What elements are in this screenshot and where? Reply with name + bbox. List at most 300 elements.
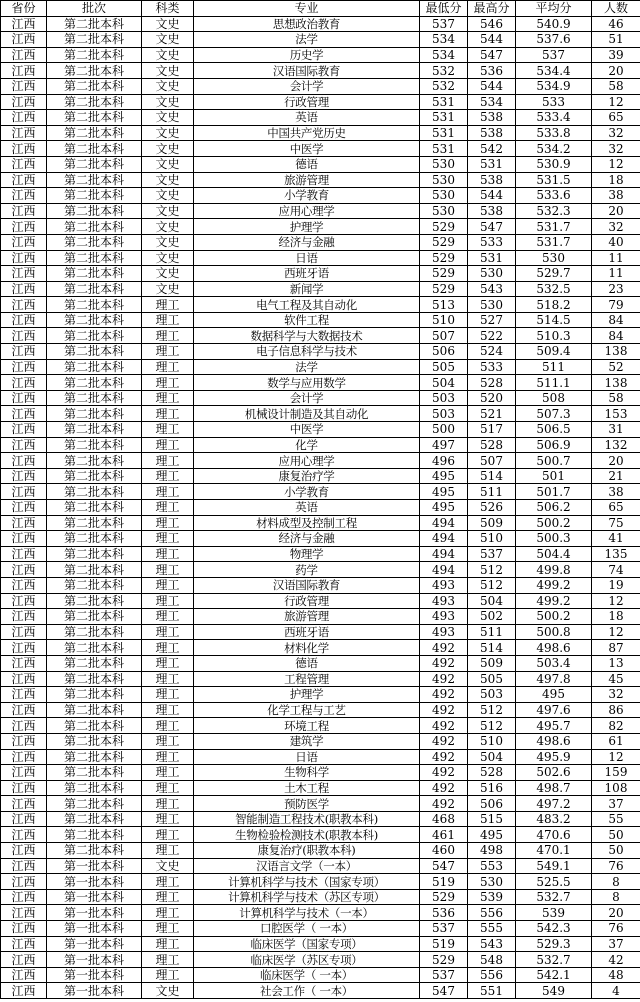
cell-province: 江西: [1, 328, 47, 344]
cell-province: 江西: [1, 344, 47, 360]
cell-province: 江西: [1, 453, 47, 469]
cell-major: 行政管理: [194, 94, 420, 110]
cell-max-score: 528: [468, 375, 516, 391]
cell-batch: 第二批本科: [47, 562, 142, 578]
cell-avg-score: 501: [516, 468, 592, 484]
table-row: [1, 219, 640, 235]
cell-avg-score: 495: [516, 687, 592, 703]
cell-major: 小学教育: [194, 484, 420, 500]
cell-province: 江西: [1, 281, 47, 297]
cell-province: 江西: [1, 47, 47, 63]
cell-major: 药学: [194, 562, 420, 578]
cell-avg-score: 534.2: [516, 141, 592, 157]
cell-count: 18: [592, 609, 640, 625]
cell-major: 日语: [194, 749, 420, 765]
cell-min-score: 495: [420, 468, 468, 484]
cell-avg-score: 498.6: [516, 640, 592, 656]
cell-category: 文史: [142, 47, 194, 63]
cell-province: 江西: [1, 500, 47, 516]
cell-province: 江西: [1, 359, 47, 375]
cell-max-score: 506: [468, 796, 516, 812]
cell-category: 文史: [142, 983, 194, 999]
cell-province: 江西: [1, 422, 47, 438]
cell-max-score: 551: [468, 983, 516, 999]
cell-province: 江西: [1, 874, 47, 890]
cell-count: 8: [592, 874, 640, 890]
cell-max-score: 495: [468, 827, 516, 843]
cell-min-score: 547: [420, 983, 468, 999]
cell-category: 理工: [142, 390, 194, 406]
table-row: [1, 141, 640, 157]
table-row: [1, 312, 640, 328]
cell-avg-score: 500.7: [516, 453, 592, 469]
cell-count: 13: [592, 655, 640, 671]
cell-min-score: 492: [420, 765, 468, 781]
cell-min-score: 504: [420, 375, 468, 391]
cell-min-score: 536: [420, 905, 468, 921]
cell-max-score: 538: [468, 172, 516, 188]
cell-max-score: 543: [468, 936, 516, 952]
cell-count: 82: [592, 718, 640, 734]
cell-max-score: 534: [468, 94, 516, 110]
cell-avg-score: 533: [516, 94, 592, 110]
cell-count: 32: [592, 141, 640, 157]
cell-count: 21: [592, 468, 640, 484]
cell-category: 理工: [142, 687, 194, 703]
cell-batch: 第二批本科: [47, 515, 142, 531]
cell-max-score: 503: [468, 687, 516, 703]
cell-batch: 第二批本科: [47, 718, 142, 734]
cell-batch: 第二批本科: [47, 780, 142, 796]
cell-major: 物理学: [194, 546, 420, 562]
cell-province: 江西: [1, 780, 47, 796]
cell-province: 江西: [1, 375, 47, 391]
cell-count: 138: [592, 344, 640, 360]
cell-min-score: 507: [420, 328, 468, 344]
cell-min-score: 493: [420, 624, 468, 640]
cell-province: 江西: [1, 702, 47, 718]
cell-avg-score: 533.4: [516, 110, 592, 126]
cell-avg-score: 470.6: [516, 827, 592, 843]
cell-province: 江西: [1, 921, 47, 937]
cell-avg-score: 549.1: [516, 858, 592, 874]
cell-min-score: 461: [420, 827, 468, 843]
cell-count: 42: [592, 952, 640, 968]
cell-avg-score: 534.4: [516, 63, 592, 79]
cell-count: 50: [592, 843, 640, 859]
cell-max-score: 511: [468, 484, 516, 500]
cell-min-score: 530: [420, 188, 468, 204]
cell-max-score: 530: [468, 297, 516, 313]
cell-batch: 第二批本科: [47, 687, 142, 703]
cell-avg-score: 514.5: [516, 312, 592, 328]
cell-batch: 第二批本科: [47, 219, 142, 235]
cell-count: 31: [592, 422, 640, 438]
cell-province: 江西: [1, 640, 47, 656]
cell-category: 文史: [142, 172, 194, 188]
cell-min-score: 505: [420, 359, 468, 375]
cell-avg-score: 497.2: [516, 796, 592, 812]
cell-province: 江西: [1, 390, 47, 406]
cell-major: 化学工程与工艺: [194, 702, 420, 718]
cell-category: 理工: [142, 359, 194, 375]
cell-avg-score: 499.8: [516, 562, 592, 578]
cell-major: 德语: [194, 156, 420, 172]
cell-max-score: 533: [468, 359, 516, 375]
cell-category: 理工: [142, 422, 194, 438]
cell-province: 江西: [1, 671, 47, 687]
cell-category: 理工: [142, 344, 194, 360]
cell-avg-score: 499.2: [516, 593, 592, 609]
cell-major: 日语: [194, 250, 420, 266]
cell-count: 76: [592, 921, 640, 937]
cell-province: 江西: [1, 250, 47, 266]
table-row: [1, 500, 640, 516]
cell-max-score: 510: [468, 531, 516, 547]
cell-category: 文史: [142, 188, 194, 204]
cell-province: 江西: [1, 297, 47, 313]
cell-min-score: 492: [420, 702, 468, 718]
cell-min-score: 503: [420, 390, 468, 406]
cell-batch: 第二批本科: [47, 546, 142, 562]
cell-count: 159: [592, 765, 640, 781]
cell-avg-score: 533.6: [516, 188, 592, 204]
cell-count: 74: [592, 562, 640, 578]
cell-category: 理工: [142, 718, 194, 734]
cell-batch: 第二批本科: [47, 78, 142, 94]
cell-province: 江西: [1, 203, 47, 219]
cell-min-score: 497: [420, 437, 468, 453]
cell-avg-score: 532.7: [516, 889, 592, 905]
cell-count: 45: [592, 671, 640, 687]
table-row: [1, 858, 640, 874]
table-row: [1, 843, 640, 859]
cell-max-score: 512: [468, 702, 516, 718]
cell-province: 江西: [1, 188, 47, 204]
table-row: [1, 484, 640, 500]
cell-min-score: 547: [420, 858, 468, 874]
cell-major: 预防医学: [194, 796, 420, 812]
table-row: [1, 874, 640, 890]
cell-count: 37: [592, 796, 640, 812]
cell-province: 江西: [1, 156, 47, 172]
cell-min-score: 492: [420, 796, 468, 812]
table-row: [1, 375, 640, 391]
cell-avg-score: 504.4: [516, 546, 592, 562]
cell-max-score: 517: [468, 422, 516, 438]
cell-max-score: 538: [468, 110, 516, 126]
cell-min-score: 493: [420, 609, 468, 625]
cell-batch: 第二批本科: [47, 702, 142, 718]
cell-count: 20: [592, 63, 640, 79]
cell-batch: 第一批本科: [47, 921, 142, 937]
cell-min-score: 519: [420, 936, 468, 952]
cell-min-score: 492: [420, 780, 468, 796]
cell-max-score: 531: [468, 250, 516, 266]
cell-major: 旅游管理: [194, 172, 420, 188]
table-row: [1, 765, 640, 781]
cell-max-score: 544: [468, 78, 516, 94]
cell-count: 65: [592, 110, 640, 126]
cell-major: 中国共产党历史: [194, 125, 420, 141]
cell-batch: 第二批本科: [47, 437, 142, 453]
cell-avg-score: 511: [516, 359, 592, 375]
cell-min-score: 534: [420, 47, 468, 63]
cell-avg-score: 531.7: [516, 219, 592, 235]
cell-major: 环境工程: [194, 718, 420, 734]
cell-avg-score: 530: [516, 250, 592, 266]
table-row: [1, 749, 640, 765]
cell-min-score: 492: [420, 655, 468, 671]
cell-min-score: 513: [420, 297, 468, 313]
cell-avg-score: 549: [516, 983, 592, 999]
table-row: [1, 390, 640, 406]
cell-category: 理工: [142, 453, 194, 469]
cell-count: 65: [592, 500, 640, 516]
cell-max-score: 530: [468, 874, 516, 890]
cell-avg-score: 501.7: [516, 484, 592, 500]
cell-province: 江西: [1, 219, 47, 235]
cell-max-score: 536: [468, 63, 516, 79]
cell-min-score: 494: [420, 562, 468, 578]
cell-count: 48: [592, 967, 640, 983]
cell-major: 电子信息科学与技术: [194, 344, 420, 360]
cell-min-score: 529: [420, 250, 468, 266]
cell-count: 153: [592, 406, 640, 422]
cell-max-score: 514: [468, 468, 516, 484]
cell-category: 理工: [142, 312, 194, 328]
cell-batch: 第二批本科: [47, 234, 142, 250]
cell-min-score: 531: [420, 141, 468, 157]
table-row: [1, 188, 640, 204]
cell-count: 12: [592, 94, 640, 110]
cell-category: 理工: [142, 500, 194, 516]
cell-province: 江西: [1, 843, 47, 859]
cell-avg-score: 529.3: [516, 936, 592, 952]
cell-count: 11: [592, 266, 640, 282]
cell-major: 土木工程: [194, 780, 420, 796]
table-row: [1, 687, 640, 703]
cell-province: 江西: [1, 983, 47, 999]
cell-major: 临床医学（苏区专项）: [194, 952, 420, 968]
cell-max-score: 544: [468, 32, 516, 48]
cell-min-score: 530: [420, 172, 468, 188]
cell-province: 江西: [1, 110, 47, 126]
cell-avg-score: 529.7: [516, 266, 592, 282]
table-row: [1, 983, 640, 999]
cell-batch: 第二批本科: [47, 94, 142, 110]
cell-min-score: 495: [420, 500, 468, 516]
cell-max-score: 533: [468, 234, 516, 250]
cell-count: 32: [592, 125, 640, 141]
cell-batch: 第二批本科: [47, 843, 142, 859]
cell-province: 江西: [1, 562, 47, 578]
cell-count: 8: [592, 889, 640, 905]
cell-major: 康复治疗(职教本科): [194, 843, 420, 859]
cell-max-score: 531: [468, 156, 516, 172]
cell-category: 文史: [142, 78, 194, 94]
cell-min-score: 531: [420, 94, 468, 110]
cell-batch: 第二批本科: [47, 655, 142, 671]
cell-category: 理工: [142, 749, 194, 765]
cell-batch: 第二批本科: [47, 344, 142, 360]
cell-batch: 第二批本科: [47, 250, 142, 266]
cell-min-score: 492: [420, 718, 468, 734]
cell-category: 理工: [142, 468, 194, 484]
header-max-score: 最高分: [468, 1, 516, 17]
cell-avg-score: 537: [516, 47, 592, 63]
cell-count: 32: [592, 219, 640, 235]
cell-major: 应用心理学: [194, 453, 420, 469]
cell-max-score: 504: [468, 593, 516, 609]
cell-category: 理工: [142, 905, 194, 921]
cell-count: 87: [592, 640, 640, 656]
cell-major: 汉语言文学（一本）: [194, 858, 420, 874]
cell-count: 58: [592, 390, 640, 406]
cell-category: 文史: [142, 203, 194, 219]
cell-batch: 第二批本科: [47, 422, 142, 438]
cell-batch: 第二批本科: [47, 141, 142, 157]
cell-avg-score: 503.4: [516, 655, 592, 671]
table-row: [1, 250, 640, 266]
cell-min-score: 493: [420, 593, 468, 609]
cell-category: 理工: [142, 702, 194, 718]
cell-major: 护理学: [194, 219, 420, 235]
cell-category: 理工: [142, 515, 194, 531]
table-row: [1, 453, 640, 469]
cell-min-score: 492: [420, 749, 468, 765]
cell-batch: 第一批本科: [47, 874, 142, 890]
table-row: [1, 531, 640, 547]
table-row: [1, 515, 640, 531]
cell-min-score: 519: [420, 874, 468, 890]
cell-max-score: 512: [468, 562, 516, 578]
cell-min-score: 529: [420, 219, 468, 235]
cell-major: 经济与金融: [194, 531, 420, 547]
cell-min-score: 529: [420, 281, 468, 297]
cell-max-score: 526: [468, 500, 516, 516]
table-row: [1, 406, 640, 422]
table-body: [1, 16, 640, 998]
table-row: [1, 562, 640, 578]
cell-province: 江西: [1, 406, 47, 422]
cell-count: 135: [592, 546, 640, 562]
cell-batch: 第二批本科: [47, 110, 142, 126]
table-row: [1, 733, 640, 749]
cell-min-score: 506: [420, 344, 468, 360]
cell-avg-score: 531.5: [516, 172, 592, 188]
cell-batch: 第一批本科: [47, 983, 142, 999]
cell-count: 51: [592, 32, 640, 48]
cell-avg-score: 542.1: [516, 967, 592, 983]
cell-min-score: 492: [420, 671, 468, 687]
cell-category: 理工: [142, 562, 194, 578]
cell-category: 理工: [142, 952, 194, 968]
cell-avg-score: 495.9: [516, 749, 592, 765]
cell-min-score: 530: [420, 203, 468, 219]
cell-count: 84: [592, 328, 640, 344]
cell-major: 英语: [194, 500, 420, 516]
header-min-score: 最低分: [420, 1, 468, 17]
cell-major: 会计学: [194, 390, 420, 406]
cell-province: 江西: [1, 765, 47, 781]
cell-category: 文史: [142, 219, 194, 235]
cell-avg-score: 539: [516, 905, 592, 921]
cell-min-score: 532: [420, 63, 468, 79]
table-row: [1, 94, 640, 110]
cell-category: 文史: [142, 63, 194, 79]
cell-major: 康复治疗学: [194, 468, 420, 484]
cell-min-score: 500: [420, 422, 468, 438]
cell-min-score: 492: [420, 733, 468, 749]
cell-province: 江西: [1, 905, 47, 921]
cell-max-score: 548: [468, 952, 516, 968]
cell-category: 理工: [142, 780, 194, 796]
cell-avg-score: 518.2: [516, 297, 592, 313]
cell-max-score: 555: [468, 921, 516, 937]
cell-province: 江西: [1, 141, 47, 157]
cell-min-score: 493: [420, 577, 468, 593]
cell-province: 江西: [1, 687, 47, 703]
cell-max-score: 504: [468, 749, 516, 765]
cell-count: 41: [592, 531, 640, 547]
cell-major: 计算机科学与技术（国家专项）: [194, 874, 420, 890]
cell-province: 江西: [1, 63, 47, 79]
cell-major: 临床医学（国家专项）: [194, 936, 420, 952]
cell-max-score: 510: [468, 733, 516, 749]
cell-max-score: 544: [468, 188, 516, 204]
cell-avg-score: 495.7: [516, 718, 592, 734]
cell-max-score: 538: [468, 125, 516, 141]
cell-batch: 第一批本科: [47, 952, 142, 968]
cell-count: 61: [592, 733, 640, 749]
cell-province: 江西: [1, 172, 47, 188]
header-count: 人数: [592, 1, 640, 17]
cell-category: 理工: [142, 406, 194, 422]
cell-max-score: 498: [468, 843, 516, 859]
cell-min-score: 492: [420, 640, 468, 656]
cell-major: 电气工程及其自动化: [194, 297, 420, 313]
cell-avg-score: 500.2: [516, 515, 592, 531]
cell-avg-score: 502.6: [516, 765, 592, 781]
cell-province: 江西: [1, 624, 47, 640]
cell-major: 生物科学: [194, 765, 420, 781]
cell-category: 文史: [142, 32, 194, 48]
cell-province: 江西: [1, 468, 47, 484]
cell-batch: 第二批本科: [47, 203, 142, 219]
cell-major: 西班牙语: [194, 266, 420, 282]
cell-count: 12: [592, 749, 640, 765]
cell-batch: 第二批本科: [47, 624, 142, 640]
cell-avg-score: 470.1: [516, 843, 592, 859]
table-row: [1, 952, 640, 968]
table-row: [1, 125, 640, 141]
table-row: [1, 624, 640, 640]
cell-major: 经济与金融: [194, 234, 420, 250]
cell-batch: 第二批本科: [47, 266, 142, 282]
cell-max-score: 556: [468, 967, 516, 983]
cell-category: 理工: [142, 624, 194, 640]
cell-category: 理工: [142, 671, 194, 687]
cell-major: 材料化学: [194, 640, 420, 656]
cell-min-score: 494: [420, 546, 468, 562]
cell-major: 旅游管理: [194, 609, 420, 625]
cell-max-score: 553: [468, 858, 516, 874]
cell-category: 文史: [142, 250, 194, 266]
cell-avg-score: 506.2: [516, 500, 592, 516]
cell-count: 138: [592, 375, 640, 391]
cell-province: 江西: [1, 718, 47, 734]
